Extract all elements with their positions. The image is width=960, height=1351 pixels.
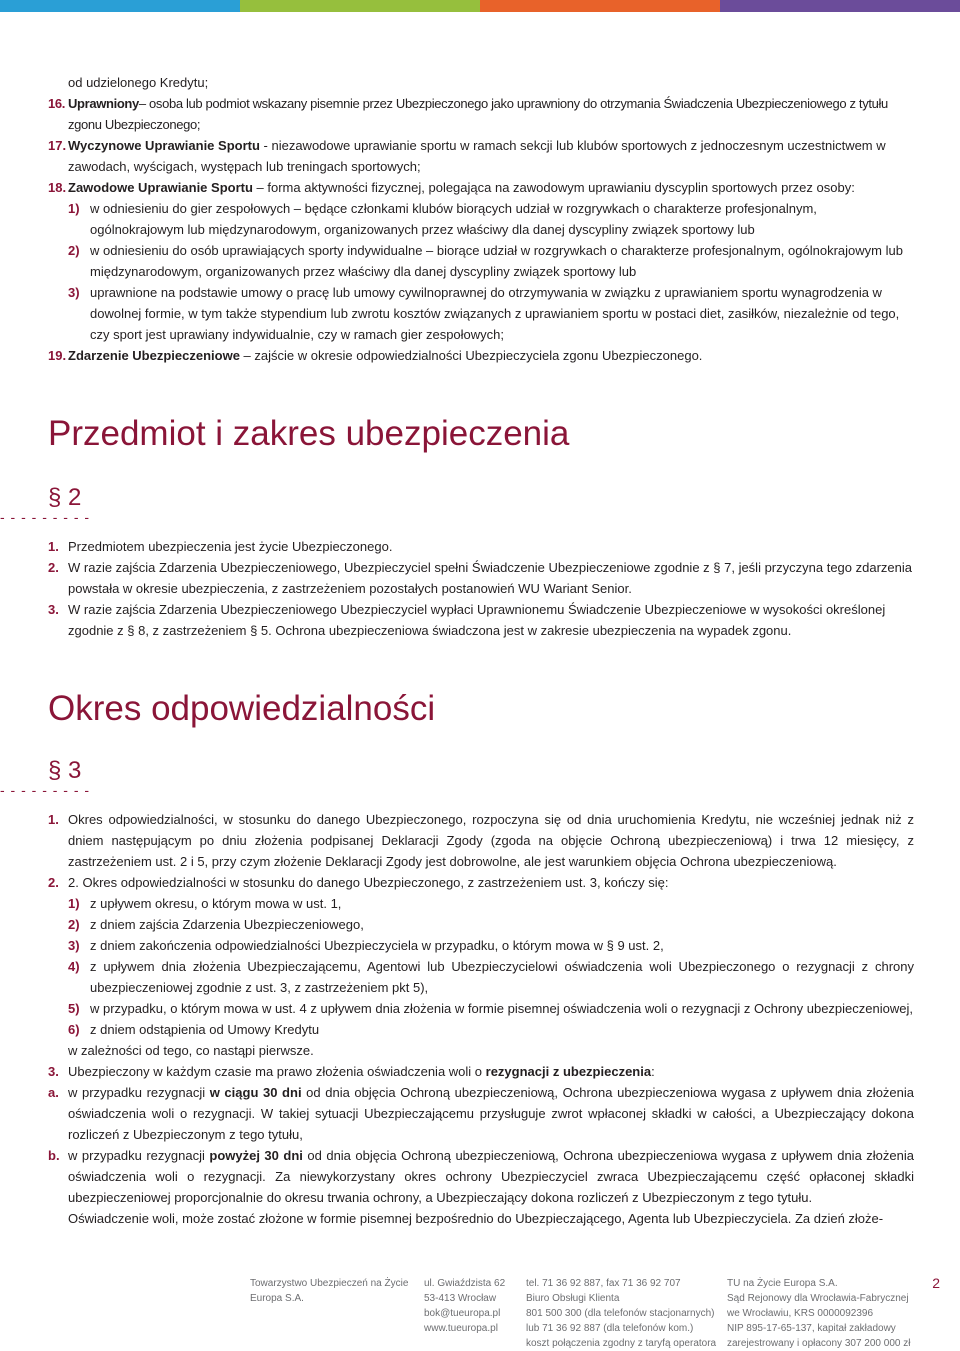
section2-point-3: 3) z dniem zakończenia odpowiedzialności Ubezpieczyciela w przypadku, o którym mowa w § 9 ust. 2, [68, 938, 664, 953]
footer-company: Towarzystwo Ubezpieczeń na Życie Europa S.A. [250, 1278, 409, 1304]
section1-item-3: 3. W razie zajścia Zdarzenia Ubezpieczeniowego Ubezpieczyciel wypłaci Uprawnionemu Świadczenie Ubezpieczeniowe w wysokości określonej zgodnie z § 8, z zastrzeżeniem § 5. Ochrona ubezpieczeniowa świadczona jest w zakresie ubezpieczenia na wypadek zgonu. [48, 602, 886, 638]
section2-item-1: 1. Okres odpowiedzialności, w stosunku do danego Ubezpieczonego, rozpoczyna się od dnia uruchomienia Kredytu, nie wcześniej jednak niż z dniem następującym po dniu złożenia podpisanej Deklaracji Zgody (zgoda na objęcie Ochroną ubezpieczeniową) i trwa 12 miesięcy, z zastrzeżeniem ust. 2 i 5, przy czym złożenie Deklaracji Zgody jest dobrowolne, ale jest warunkiem objęcia Ochrona ubezpieczeniową. [48, 812, 914, 869]
section-title-subject: Przedmiot i zakres ubezpieczenia [48, 414, 570, 453]
section2-item-3a: a. w przypadku rezygnacji w ciągu 30 dni od dnia objęcia Ochroną ubezpieczeniową, Ochrona ubezpieczeniowa wygasa z upływem dnia złożenia oświadczenia woli o rezygnacji. W takiej sytuacji Ubezpieczającemu przysługuje zwrot wpłaconej składki w całości, a Ubezpieczający dokona rozliczeń z Ubezpieczonym z tego tytułu, [48, 1085, 915, 1142]
footer-contact: tel. 71 36 92 887, fax 71 36 92 707 Biuro Obsługi Klienta 801 500 300 (dla telefonów stacjonarnych) lub 71 36 92 887 (dla telefonów kom.) koszt połączenia zgodny z taryfą operatora [526, 1278, 717, 1349]
definition-17: 17. Wyczynowe Uprawianie Sportu - niezawodowe uprawianie sportu w ramach sekcji lub klubów sportowych z jednoczesnym uczestnictwem w zawodach, wyścigach, występach lub treningach sportowych; [48, 138, 886, 174]
definition-16: 16. Uprawniony– osoba lub podmiot wskazany pisemnie przez Ubezpieczonego jako uprawniony do otrzymania Świadczenia Ubezpieczeniowego z tytułu zgonu Ubezpieczonego; [48, 96, 888, 132]
section-divider: - - - - - - - - - [0, 782, 91, 798]
definition-19: 19. Zdarzenie Ubezpieczeniowe – zajście w okresie odpowiedzialności Ubezpieczyciela zgonu Ubezpieczonego. [48, 348, 703, 363]
section1-item-1: 1. Przedmiotem ubezpieczenia jest życie Ubezpieczonego. [48, 539, 393, 554]
definition-18: 18. Zawodowe Uprawianie Sportu – forma aktywności fizycznej, polegająca na zawodowym uprawianiu dyscyplin sportowych przez osoby: [48, 180, 855, 195]
document-body [0, 72, 915, 1229]
paragraph-number-2: § 2 [48, 484, 82, 511]
section2-point-5: 5) w przypadku, o którym mowa w ust. 4 z upływem dnia złożenia w formie pisemnej oświadczenia woli o rezygnacji z Ochrony ubezpieczeniowej, [68, 1001, 913, 1016]
page-footer [0, 1275, 960, 1349]
section2-points-note: w zależności od tego, co nastąpi pierwsze. [68, 1043, 314, 1058]
definition-18-point-2: 2) w odniesieniu do osób uprawiających sporty indywidualne – biorące udział w rozgrywkach o charakterze profesjonalnym, ogólnokrajowym lub międzynarodowym, organizowanych przez właściwy dla danej dyscypliny związek sportowy lub [68, 243, 903, 279]
paragraph-number-3: § 3 [48, 757, 82, 784]
footer-website-link[interactable]: www.tueuropa.pl [424, 1323, 498, 1334]
section-divider: - - - - - - - - - [0, 509, 91, 525]
section2-item-3: 3. Ubezpieczony w każdym czasie ma prawo złożenia oświadczenia woli o rezygnacji z ubezpieczenia: [48, 1064, 655, 1079]
section2-point-2: 2) z dniem zajścia Zdarzenia Ubezpieczeniowego, [68, 917, 364, 932]
footer-registry: TU na Życie Europa S.A. Sąd Rejonowy dla Wrocławia-Fabrycznej we Wrocławiu, KRS 0000092396 NIP 895-17-65-137, kapitał zakładowy zarejestrowany i opłacony 307 200 000 zł [727, 1278, 911, 1349]
definition-18-point-3: 3) uprawnione na podstawie umowy o pracę lub umowy cywilnoprawnej do otrzymywania w związku z uprawianiem sportu wynagrodzenia w dowolnej formie, w tym także stypendium lub zwrotu kosztów związanych z uprawianiem sportu w postaci diet, zasiłków, niezależnie od tego, czy sport jest uprawiany indywidualnie, czy w ramach gier zespołowych; [68, 285, 900, 342]
section2-closing-text: Oświadczenie woli, może zostać złożone w formie pisemnej bezpośrednio do Ubezpieczającego, Agenta lub Ubezpieczyciela. Za dzień złoże- [68, 1211, 884, 1226]
page-number: 2 [932, 1275, 940, 1291]
section2-item-2: 2. 2. Okres odpowiedzialności w stosunku do danego Ubezpieczonego, z zastrzeżeniem ust. 3, kończy się: [48, 875, 669, 890]
section-title-period: Okres odpowiedzialności [48, 689, 436, 728]
section2-point-6: 6) z dniem odstąpienia od Umowy Kredytu [68, 1022, 320, 1037]
footer-email-link[interactable]: bok@tueuropa.pl [424, 1308, 501, 1319]
section2-item-3b: b. w przypadku rezygnacji powyżej 30 dni od dnia objęcia Ochroną ubezpieczeniową, Ochrona ubezpieczeniowa wygasa z upływem dnia złożenia oświadczenia woli o rezygnacji. Za niewykorzystany okres ochrony Ubezpieczyciel zwraca Ubezpieczającemu część opłaconej składki ubezpieczeniowej proporcjonalnie do okresu trwania ochrony, a Ubezpieczający dokona rozliczeń z Ubezpieczonym z tego tytułu. [48, 1148, 914, 1205]
top-color-bar [0, 0, 960, 12]
footer-address: ul. Gwiaździsta 62 53-413 Wrocław bok@tueuropa.pl www.tueuropa.pl [424, 1278, 506, 1334]
section2-point-1: 1) z upływem okresu, o którym mowa w ust. 1, [68, 896, 342, 911]
color-bar-green [240, 0, 480, 12]
section1-item-2: 2. W razie zajścia Zdarzenia Ubezpieczeniowego, Ubezpieczyciel spełni Świadczenie Ubezpieczeniowe zgodnie z § 7, jeśli przyczyna tego zdarzenia powstała w okresie ubezpieczenia, z zastrzeżeniem pozostałych postanowień WU Wariant Senior. [48, 560, 912, 596]
color-bar-orange [480, 0, 720, 12]
definition-continuation: od udzielonego Kredytu; [68, 75, 209, 90]
color-bar-purple [720, 0, 960, 12]
color-bar-blue [0, 0, 240, 12]
section2-point-4: 4) z upływem dnia złożenia Ubezpieczającemu, Agentowi lub Ubezpieczycielowi oświadczenia woli Ubezpieczonego o rezygnacji z chrony ubezpieczeniowej zgodnie z ust. 3, z zastrzeżeniem pkt 5), [68, 959, 914, 995]
definition-18-point-1: 1) w odniesieniu do gier zespołowych – będące członkami klubów biorących udział w rozgrywkach o charakterze profesjonalnym, ogólnokrajowym lub międzynarodowym, organizowanych przez właściwy dla danej dyscypliny związek sportowy lub [68, 201, 817, 237]
